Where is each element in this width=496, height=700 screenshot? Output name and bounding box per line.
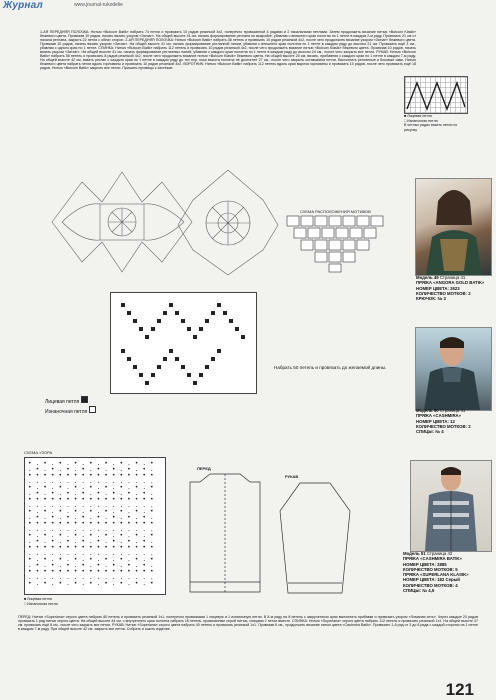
front-pattern-diagram xyxy=(180,472,270,602)
model-51-title: Модель 51 Страница 42 xyxy=(403,551,453,556)
sleeve-pattern-label: РУКАВ xyxy=(285,474,299,479)
chevron-knit-chart xyxy=(110,292,257,394)
bottom-instructions: ПЕРЕД: Нитью «Superlana» серого цвета набрать 80 петель и провязать резинкой 1х1, поперечно провязывая 1 лицевую и 1 изнаночную петли. В 8-м ряду на 8 петель с закрученного края выполнить прибавки и провязать узором «Ломаная сеть». Через каждые 20 рядов провязать 1 ряд нитью серого цвета. На общей высоте 44 см. с внутреннего края полотна набрать 16 петель, провязанные серой нитью, спицами 2 петли вместе. СПИНКА: Нитью «Superlana» серого цвета набрать 112 петель и провязать резинкой 1х1. На общей высоте 37 см. провязать ещё 6 см., после чего закрыть все петли. РУКАВ: Нитью «Superlana» серого цвета набрать 40 петель и провязать резинкой 1х1. Провязав 6 см., продолжить вязание нитью цвета «Cashmira Batik». Провязать 1-й ряд от 3 до 8 ряда с каждой стороны на 1 петле в каждом 7-м ряду. При общей высоте 42 см. закрыть все петли. Собрать и сшить изделие. xyxy=(18,615,478,632)
zigzag-legend xyxy=(404,114,466,132)
model-51-count: КОЛИЧЕСТВО МОТКОВ: 5 xyxy=(403,566,458,572)
model-50-count: КОЛИЧЕСТВО МОТКОВ: 2 xyxy=(416,423,471,429)
zigzag-marks xyxy=(405,77,467,113)
model-51-caption xyxy=(403,551,493,593)
scheme-legend-item: ■ Лицевая петля xyxy=(24,597,52,601)
model-50-color: НОМЕР ЦВЕТА: 12 xyxy=(416,418,455,424)
model-49-yarn: ПРЯЖА «ANGORA GOLD BATIK» xyxy=(416,280,485,286)
dot-scheme-chart xyxy=(24,457,166,595)
model-51-yarn: ПРЯЖА «CASHMIRA BATIK» xyxy=(403,556,462,562)
page-number: 121 xyxy=(445,680,474,699)
model-51-photo xyxy=(410,460,492,552)
chevron-legend xyxy=(45,396,96,416)
dot-pattern: • . • . • . • . • . • . • . • . • . • . • . • . • . • . • . • . • . • • • • • • • • • • • • • • • • • . . . . . . . . . . . . . . . . . • . • . • . • . • . • . • . • . • . • . • . • . • . • . • . • . • . • • • • • • • • • • • • • • • • • . . . . . . . . . . . . . . . . . • . • . • . • . • . • . • . • . • . • . • . • . • . • . • . • . • . • • • • • • • • • • • • • • • • • . . . . . . . . . . . . . . . . . • . • . • . • . • . • . • . • . • . • . • . • . • . • . • . • . • . • • • • • • • • • • • • • • • • • . . . . . . . . . . . . . . . . . • . • . • . • . • . • . • . • . • . • . • . • . • . • . • . • . • . • • • • • • • • • • • • • • • • • . . . . . . . . . . . . . . . . . • . • . • . • . • . • . • . • . • xyxy=(28,460,154,587)
zigzag-legend-item: ■ Лицевая петля xyxy=(404,114,432,118)
motif-layout-grid xyxy=(285,214,395,274)
magazine-logo: Журнал xyxy=(3,0,43,11)
model-49-color: НОМЕР ЦВЕТА: 2623 xyxy=(416,285,460,291)
sleeve-pattern-diagram xyxy=(270,481,360,601)
legend-knit: Лицевая петля xyxy=(45,396,96,406)
model-51-yarn2: ПРЯЖА «SUPERLANA KLASIK» xyxy=(403,572,469,578)
zigzag-label xyxy=(404,67,466,75)
zigzag-legend-item: □ Изнаночная петля xyxy=(404,118,438,123)
model-51-needles: СПИЦЫ: № 4,5 xyxy=(403,588,435,594)
model-50-needles: СПИЦЫ: № 4 xyxy=(416,429,444,435)
motif-scheme-label: СХЕМА РАСПОЛОЖЕНИЯ МОТИВОВ xyxy=(300,209,371,214)
model-50-caption xyxy=(416,408,494,434)
model-51-count2: КОЛИЧЕСТВО МОТКОВ: 4 xyxy=(403,582,458,588)
model-49-title: Модель 49 Страница 41 xyxy=(416,275,466,280)
model-51-figure xyxy=(411,461,491,551)
model-49-needles: КРЮЧОК: № 3 xyxy=(416,296,446,302)
model-50-yarn: ПРЯЖА «CASHMIRA» xyxy=(416,413,462,419)
chevron-marks xyxy=(111,293,256,393)
zigzag-legend-item: В четных рядах вязать петли по рисунку xyxy=(404,123,458,132)
crochet-motif-diagram-2 xyxy=(168,165,288,280)
model-50-photo xyxy=(415,327,492,411)
scheme-legend xyxy=(24,597,58,606)
intro-text: 1-АЯ ПЕРЕДНЯЯ ПОЛОЧКА: Нитью «Butcum Batik» набрать 74 петли и провязать 10 рядов резинкой 4х2, поперечно провязанной 4 рядами и 2 начальными петлями. Затем продолжить вязание нитью «Butcum Klasik» бежевого цвета. Провязав 10 рядов, начать вязать узором «Зигзаг». На общей высоте 41 см. начать формирование реглана по выкройке, убавляя с внешнего края полотна по 1 петле в каждом 2-м ряду. Провязать 21 см от начала реглана, закрыть 22 петли с обеих сторон. 2-АЯ ПЕРЕДНЯЯ ПОЛОЧКА: Нитью «Butcum Batik» набрать 36 петель и провязать 10 рядов резинкой 4х2, после чего продолжить вязание узором «Зигзаг» бежевого цвета. Провязав 10 рядов, начать вязать узором «Зигзаг». На общей высоте 41 см. начать формирование регланной линии, убавляя с внешнего края полотна по 1 петле в каждом ряду до высоты 21 см. Провязать ещё 3 см., убавляя с одного края по 1 петле. СПИНКА: Нитью «Butcum Batik» набрать 112 петель и провязать 10 рядов резинкой 4х2, после чего продолжить вязание нитью «Butcum Klasik» бежевого цвета. Провязав 10 рядов, начать вязать узором «Зигзаг». На общей высоте 41 см. начать формирование регланных линий, убавляя с каждого края полотна по 1 петле в каждом ряду до высоты 24 см., после чего закрыть все петли. РУКАВ: Нитью «Butcum Batik» набрать 56 петель и провязать 8 рядов резинкой 4х2, после чего продолжить вязание нитью «Butcum Klasik» бежевого цвета. На общей высоте 20 см. вязать, прибавляя с каждого края по 1 петле в каждом 7-м ряду. На общей высоте 42 см. вязать реглан с каждого края по 1 петле в каждом ряду до тех пор, пока высота полотна не достигнет 27 см., после чего закрыть оставшиеся петли. Выполнить регланные и боковые швы. Нитью бежевого цвета набрать петли вдоль горловины и провязать 10 рядов резинкой 4х2. ВОРОТНИК: Нитью «Butcum Batik» набрать 112 петель вдоль края выреза горловины и провязать 10 рядов, после чего провязать ещё 18 рядов. Нитью «Butcum Batik» закрыть все петли. Пришить пуговицы к застёжке. xyxy=(40,30,416,71)
zigzag-chart xyxy=(404,76,468,114)
scheme-legend-item: □ Изнаночная петля xyxy=(24,601,58,606)
model-50-title: Модель 50 Страница 41 xyxy=(416,408,466,413)
legend-purl: Изнаночная петля xyxy=(45,406,96,416)
model-49-figure xyxy=(416,179,491,275)
knit-note: Набрать 50 петель и провязать до желаемой длины. xyxy=(274,365,387,370)
site-url: www.journal-rukodelie xyxy=(74,2,123,8)
model-51-color: НОМЕР ЦВЕТА: 2885 xyxy=(403,561,447,567)
model-49-photo xyxy=(415,178,492,276)
front-pattern-label: ПЕРЕД xyxy=(197,466,211,471)
model-50-figure xyxy=(416,328,491,410)
model-49-caption xyxy=(416,275,494,301)
model-49-count: КОЛИЧЕСТВО МОТКОВ: 2 xyxy=(416,290,471,296)
model-51-color2: НОМЕР ЦВЕТА: 182 Серый xyxy=(403,577,460,583)
scheme-label: СХЕМА УЗОРА xyxy=(24,450,53,455)
